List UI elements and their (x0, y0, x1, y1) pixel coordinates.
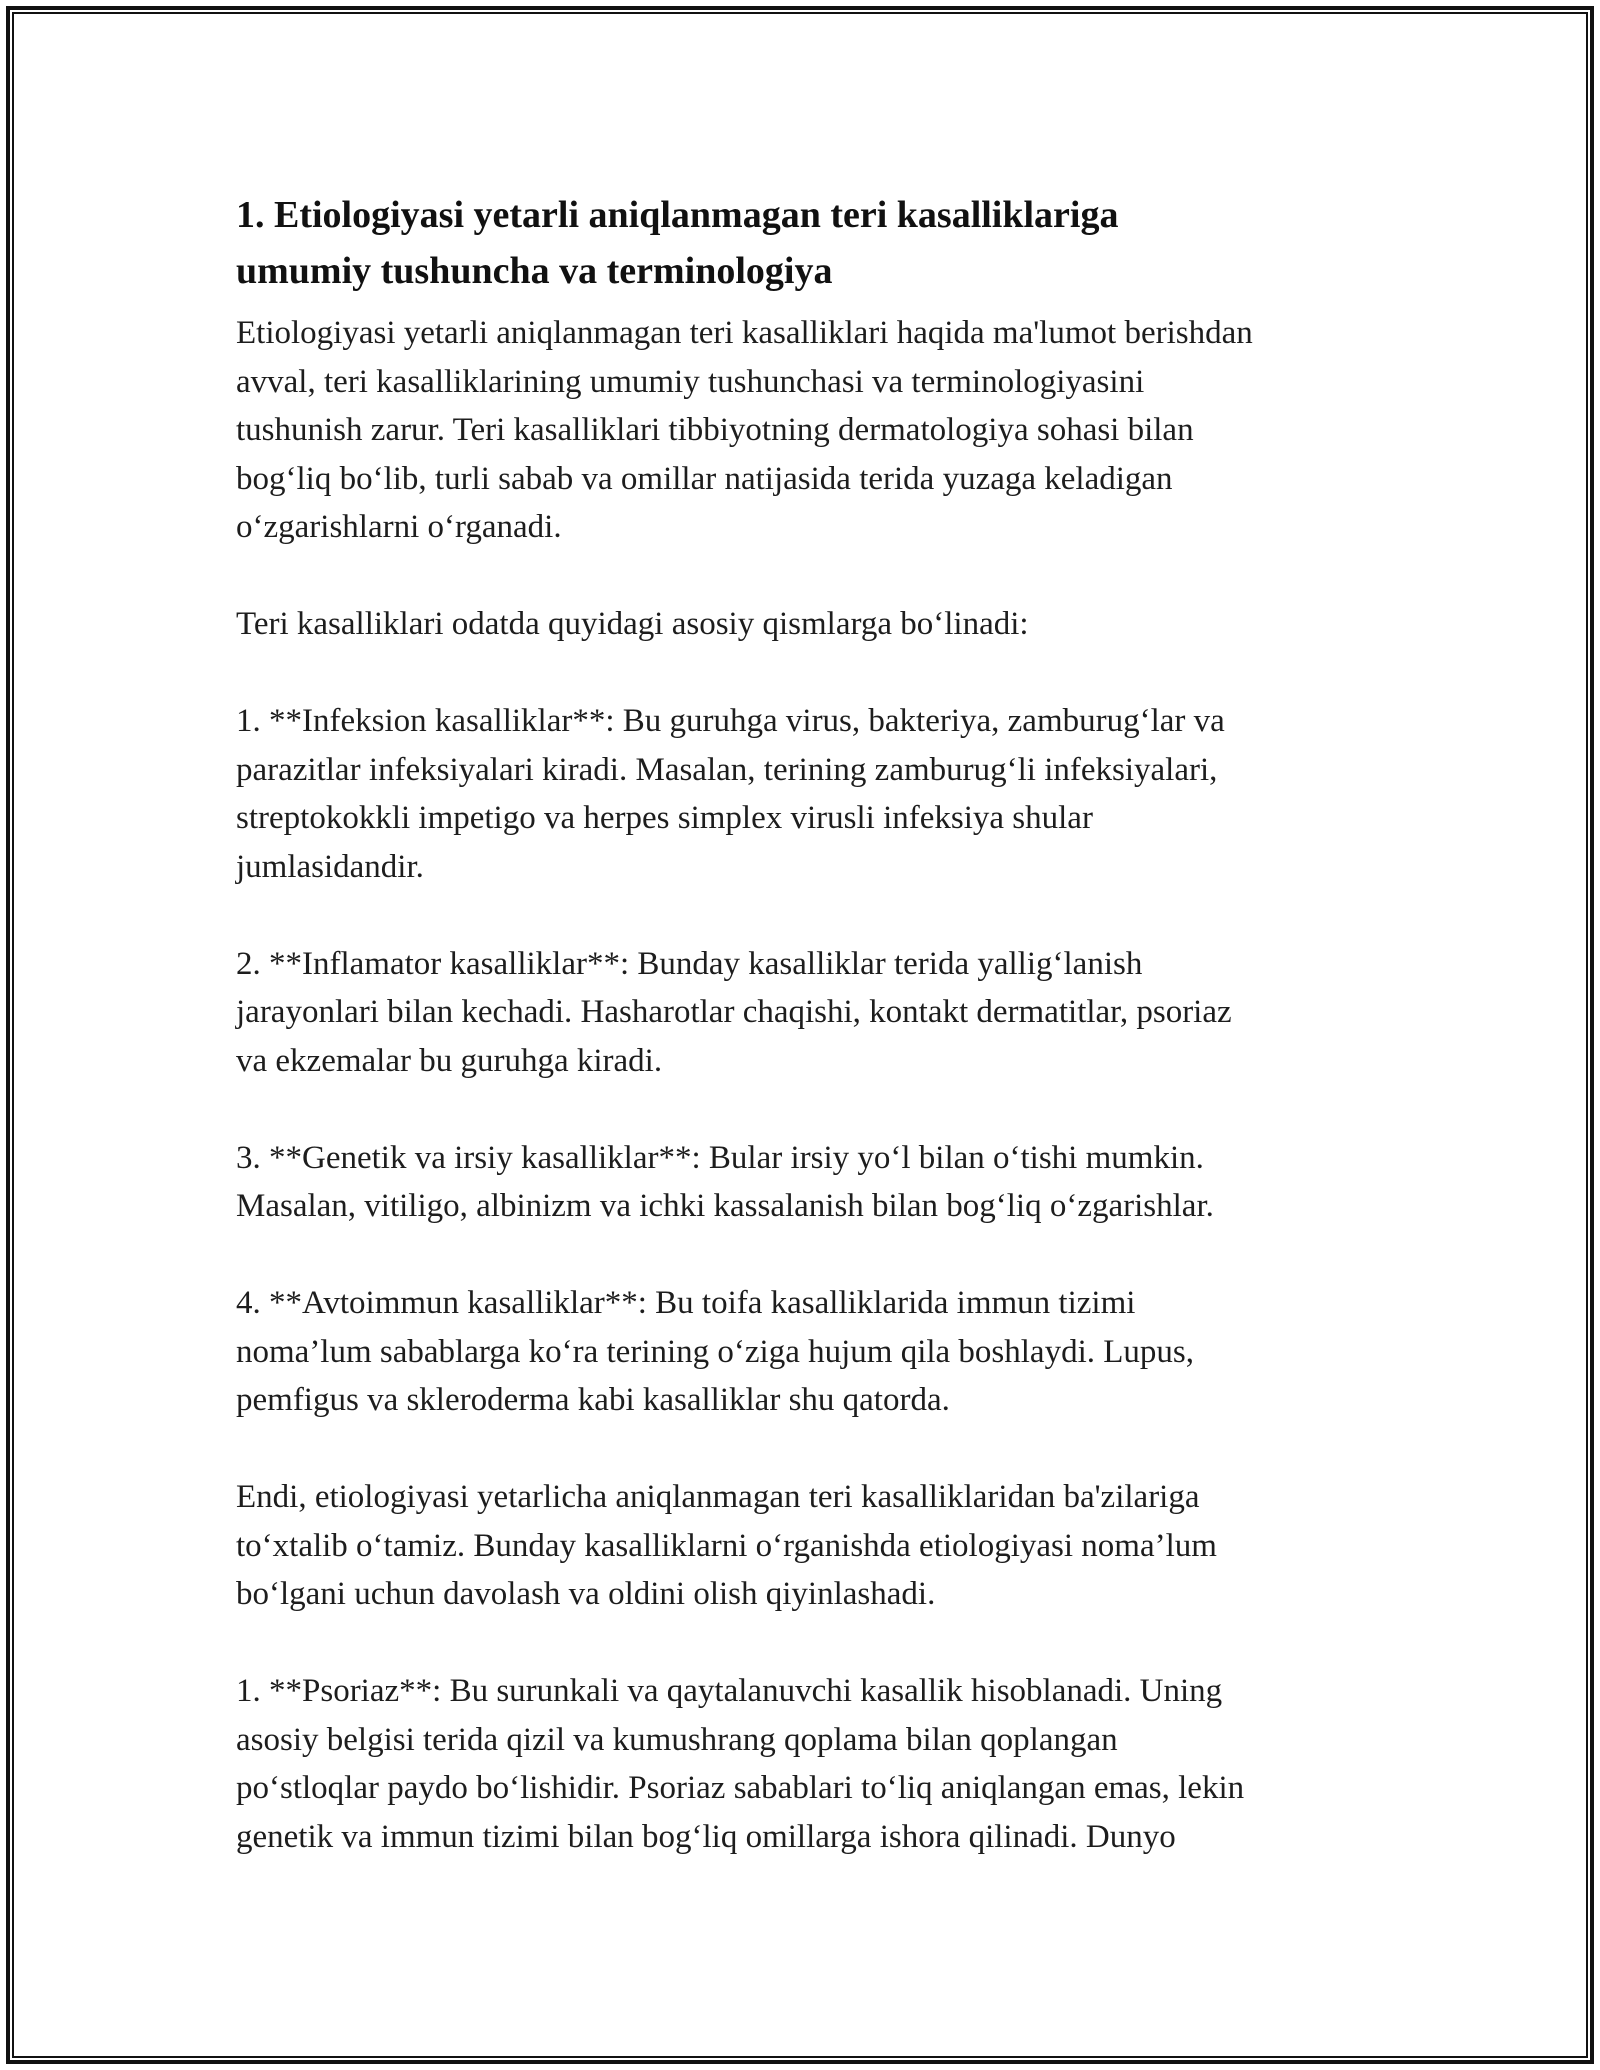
text-line: to‘xtalib o‘tamiz. Bunday kasalliklarni o‘rganishda etiologiyasi noma’lum (236, 1527, 1217, 1564)
paragraph-psoriasis (236, 1667, 1376, 1861)
text-line: po‘stloqlar paydo bo‘lishidir. Psoriaz sabablari to‘liq aniqlangan emas, lekin (236, 1770, 1245, 1806)
text-line: noma’lum sabablarga ko‘ra terining o‘ziga hujum qila boshlaydi. Lupus, (236, 1333, 1194, 1370)
text-line: Etiologiyasi yetarli aniqlanmagan teri kasalliklari haqida ma'lumot berishdan (236, 315, 1253, 351)
text-line: bo‘lgani uchun davolash va oldini olish qiyinlashadi. (236, 1576, 936, 1612)
text-line: Masalan, vitiligo, albinizm va ichki kassalanish bilan bog‘liq o‘zgarishlar. (236, 1188, 1214, 1224)
paragraph-autoimmune (236, 1279, 1376, 1425)
heading-line: umumiy tushuncha va terminologiya (236, 250, 833, 292)
text-line: 4. **Avtoimmun kasalliklar**: Bu toifa kasalliklarida immun tizimi (236, 1285, 1136, 1321)
text-line: va ekzemalar bu guruhga kiradi. (236, 1042, 663, 1079)
text-line: 2. **Inflamator kasalliklar**: Bunday kasalliklar terida yallig‘lanish (236, 945, 1143, 982)
text-line: jumlasidandir. (236, 848, 424, 885)
paragraph-unknown-etiology (236, 1473, 1376, 1619)
text-line: streptokokkli impetigo va herpes simplex virusli infeksiya shular (236, 800, 1093, 836)
text-line: tushunish zarur. Teri kasalliklari tibbiyotning dermatologiya sohasi bilan (236, 412, 1194, 448)
text-line: jarayonlari bilan kechadi. Hasharotlar chaqishi, kontakt dermatitlar, psoriaz (236, 994, 1232, 1030)
text-line: pemfigus va skleroderma kabi kasalliklar shu qatorda. (236, 1382, 950, 1418)
document-page (236, 187, 1376, 1861)
heading-line: 1. Etiologiyasi yetarli aniqlanmagan teri kasalliklariga (236, 194, 1119, 236)
paragraph-infectious (236, 697, 1376, 891)
text-line: 3. **Genetik va irsiy kasalliklar**: Bular irsiy yo‘l bilan o‘tishi mumkin. (236, 1139, 1204, 1176)
section-heading (236, 187, 1376, 299)
paragraph-intro (236, 309, 1376, 552)
text-line: parazitlar infeksiyalari kiradi. Masalan, terining zamburug‘li infeksiyalari, (236, 751, 1218, 788)
text-line: o‘zgarishlarni o‘rganadi. (236, 509, 562, 545)
text-line: bog‘liq bo‘lib, turli sabab va omillar natijasida terida yuzaga keladigan (236, 460, 1173, 497)
text-line: 1. **Psoriaz**: Bu surunkali va qaytalanuvchi kasallik hisoblanadi. Uning (236, 1673, 1223, 1709)
text-line: Teri kasalliklari odatda quyidagi asosiy qismlarga bo‘linadi: (236, 606, 1029, 642)
text-line: 1. **Infeksion kasalliklar**: Bu guruhga virus, bakteriya, zamburug‘lar va (236, 703, 1225, 739)
paragraph-genetic (236, 1134, 1376, 1231)
paragraph-inflammatory (236, 940, 1376, 1086)
paragraph-categories-intro (236, 600, 1376, 649)
text-line: asosiy belgisi terida qizil va kumushrang qoplama bilan qoplangan (236, 1721, 1118, 1758)
text-line: Endi, etiologiyasi yetarlicha aniqlanmagan teri kasalliklaridan ba'zilariga (236, 1479, 1200, 1515)
text-line: genetik va immun tizimi bilan bog‘liq omillarga ishora qilinadi. Dunyo (236, 1818, 1176, 1855)
text-line: avval, teri kasalliklarining umumiy tushunchasi va terminologiyasini (236, 363, 1145, 400)
